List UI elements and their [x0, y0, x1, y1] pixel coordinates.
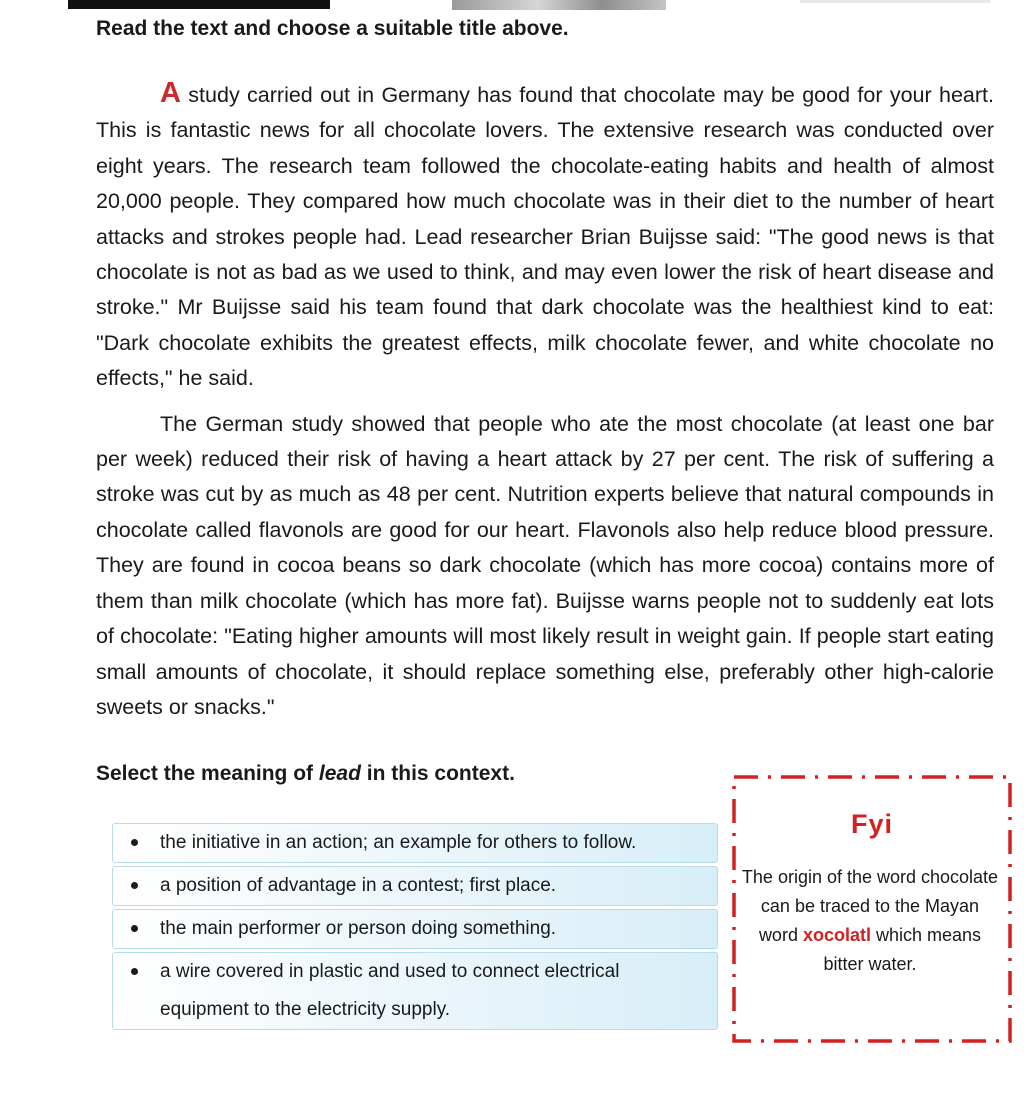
fyi-mayan-word: xocolatl [802, 925, 871, 945]
dropcap-letter: A [160, 77, 181, 109]
question-heading [96, 762, 515, 786]
fyi-text-before: The origin of the word chocolate can be traced to the Mayan word [741, 867, 999, 945]
answer-option-2[interactable]: a position of advantage in a contest; first place. [112, 866, 718, 906]
article-paragraph-1 [96, 76, 994, 397]
answer-options [112, 823, 718, 1033]
fyi-title: Fyi [850, 809, 893, 839]
fyi-text-after: which means bitter water. [823, 925, 982, 974]
top-image-strip-photo [452, 0, 666, 10]
instruction-heading: Read the text and choose a suitable title above. [96, 17, 569, 40]
question-suffix: in this context. [360, 762, 515, 785]
question-word: lead [318, 762, 361, 785]
article-text [96, 76, 994, 725]
answer-option-4[interactable]: a wire covered in plastic and used to connect electrical equipment to the electricity supply. [112, 952, 718, 1030]
question-prefix: Select the meaning of [96, 762, 319, 785]
top-image-strip-left [68, 0, 330, 9]
article-paragraph-2: The German study showed that people who ate the most chocolate (at least one bar per week) reduced their risk of having a heart attack by 27 per cent. The risk of suffering a stroke was cut by as much as 48 per cent. Nutrition experts believe that natural compounds in chocolate called flavonols are good for our heart. Flavonols also help reduce blood pressure. They are found in cocoa beans so dark chocolate (which has more cocoa) contains more of them than milk chocolate (which has more fat). Buijsse warns people not to suddenly eat lots of chocolate: "Eating higher amounts will most likely result in weight gain. If people start eating small amounts of chocolate, it should replace something else, preferably other high-calorie sweets or snacks." [96, 411, 994, 719]
answer-option-1[interactable]: the initiative in an action; an example for others to follow. [112, 823, 718, 863]
fyi-box [732, 775, 1012, 1043]
answer-option-3[interactable]: the main performer or person doing something. [112, 909, 718, 949]
fyi-text [740, 863, 1000, 979]
article-paragraph-1-text: study carried out in Germany has found that chocolate may be good for your heart. This is fantastic news for all chocolate lovers. The extensive research was conducted over eight years. The research team followed the chocolate-eating habits and health of almost 20,000 people. They compared how much chocolate was in their diet to the number of heart attacks and strokes people had. Lead researcher Brian Buijsse said: "The good news is that chocolate is not as bad as we used to think, and may even lower the risk of heart disease and stroke." Mr Buijsse said his team found that dark chocolate was the healthiest kind to eat: "Dark chocolate exhibits the greatest effects, milk chocolate fewer, and white chocolate no effects," he said. [96, 83, 994, 391]
top-image-strip-right [800, 0, 990, 3]
